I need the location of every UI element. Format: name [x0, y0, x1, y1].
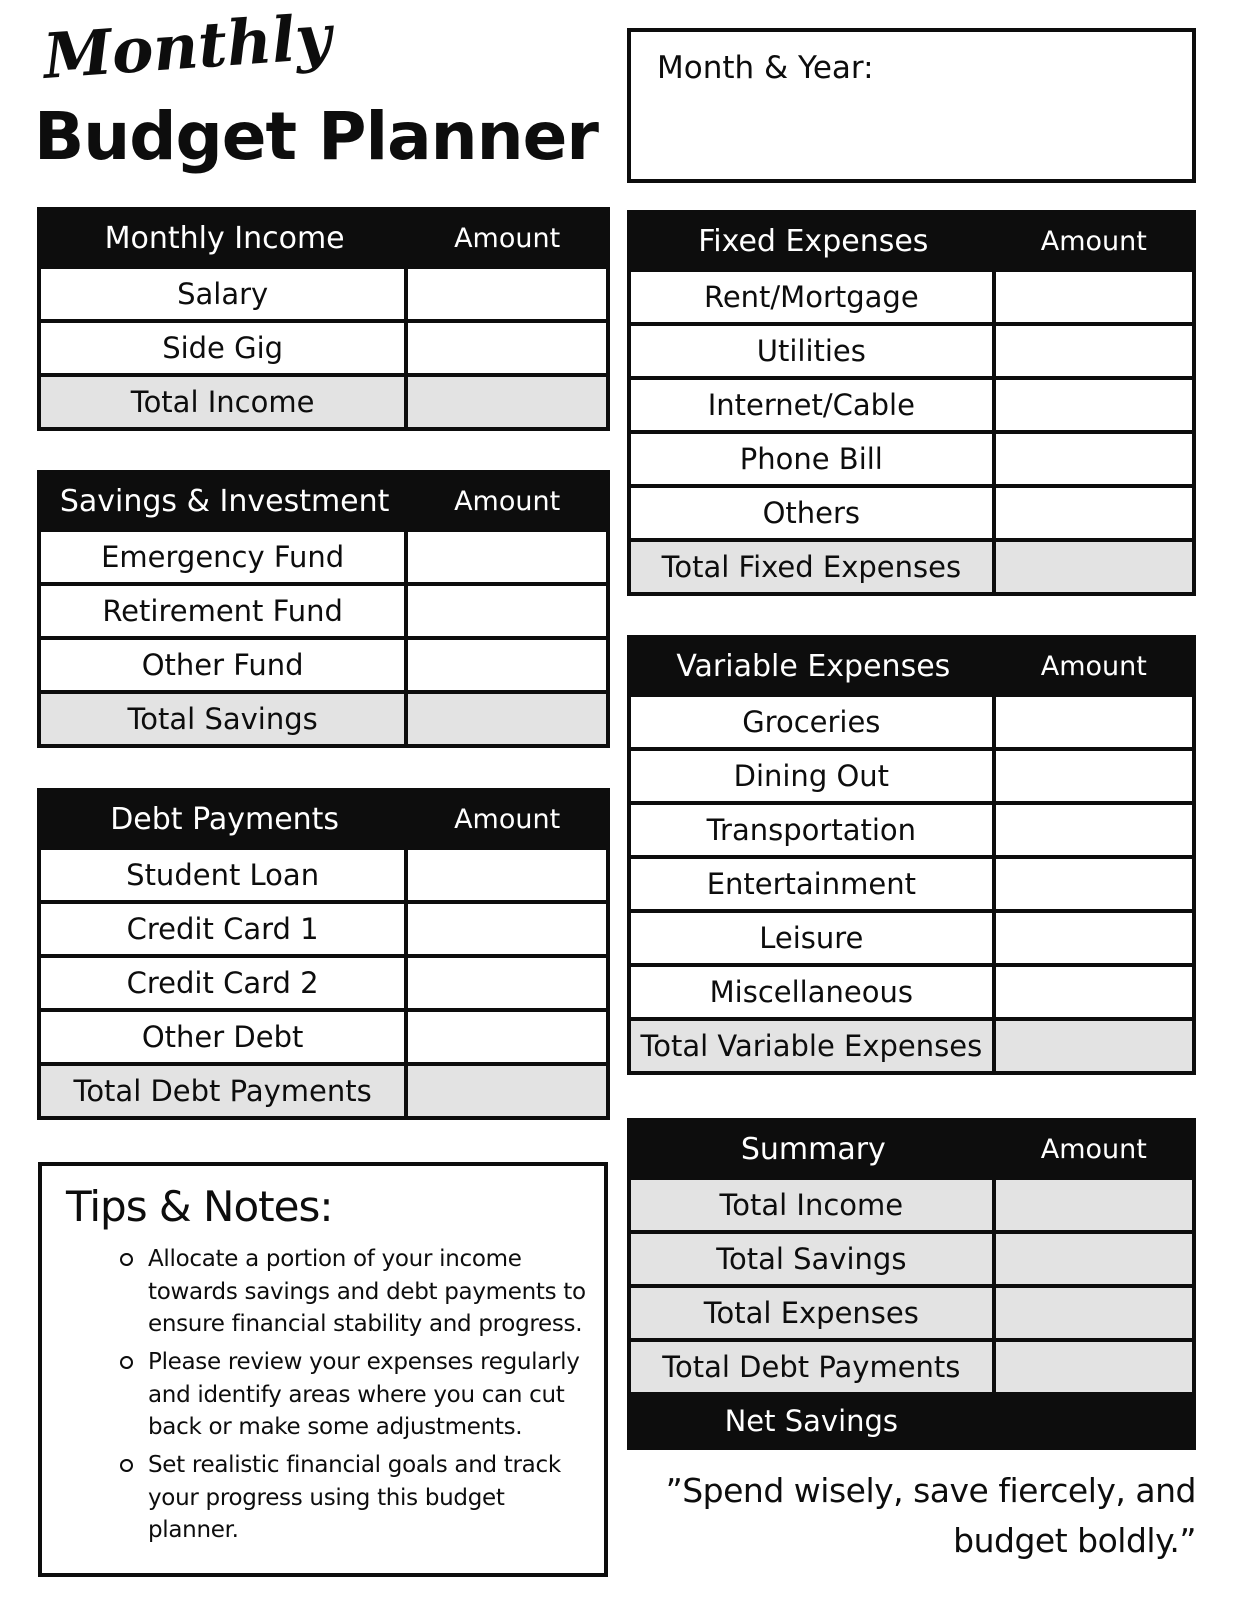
table-row [631, 430, 1192, 484]
row-label: Internet/Cable [631, 380, 996, 430]
table-row [631, 1284, 1192, 1338]
table-row [41, 900, 606, 954]
amount-cell[interactable] [996, 913, 1192, 963]
amount-cell[interactable] [408, 958, 606, 1008]
amount-cell[interactable] [408, 1066, 606, 1116]
amount-cell[interactable] [996, 751, 1192, 801]
table-row [631, 376, 1192, 430]
row-label: Total Savings [41, 694, 408, 744]
amount-cell[interactable] [996, 1180, 1192, 1230]
row-label: Transportation [631, 805, 996, 855]
amount-cell[interactable] [996, 272, 1192, 322]
summary-table [627, 1118, 1196, 1450]
row-label: Other Debt [41, 1012, 408, 1062]
row-label: Dining Out [631, 751, 996, 801]
row-label: Total Income [41, 377, 408, 427]
table-row [631, 1017, 1192, 1071]
amount-cell[interactable] [996, 697, 1192, 747]
row-label: Total Savings [631, 1234, 996, 1284]
table-header [631, 1122, 1192, 1176]
table-row [631, 268, 1192, 322]
amount-cell[interactable] [996, 805, 1192, 855]
amount-cell[interactable] [996, 434, 1192, 484]
fixed-expenses-table [627, 210, 1196, 596]
amount-cell [996, 1396, 1192, 1446]
amount-cell[interactable] [408, 640, 606, 690]
amount-column-header: Amount [1040, 1133, 1147, 1165]
amount-column-header: Amount [1040, 225, 1147, 257]
amount-cell[interactable] [996, 380, 1192, 430]
table-title: Fixed Expenses [698, 223, 929, 259]
month-year-box [627, 28, 1196, 183]
row-label: Entertainment [631, 859, 996, 909]
quote-line-1: ”Spend wisely, save fiercely, and [665, 1471, 1196, 1510]
row-label: Groceries [631, 697, 996, 747]
debt-payments-table [37, 788, 610, 1120]
row-label: Total Debt Payments [41, 1066, 408, 1116]
table-row [41, 636, 606, 690]
table-row [41, 373, 606, 427]
table-row [41, 582, 606, 636]
row-label: Total Fixed Expenses [631, 542, 996, 592]
row-label: Total Debt Payments [631, 1342, 996, 1392]
amount-column-header: Amount [454, 803, 561, 835]
table-row [631, 1392, 1192, 1446]
amount-cell[interactable] [408, 323, 606, 373]
row-label: Others [631, 488, 996, 538]
tip-bullet-item: Set realistic financial goals and track your progress using this budget planner. [148, 1449, 588, 1547]
table-row [631, 322, 1192, 376]
table-row [631, 1176, 1192, 1230]
row-label: Salary [41, 269, 408, 319]
amount-cell[interactable] [996, 542, 1192, 592]
amount-cell[interactable] [408, 904, 606, 954]
table-title: Variable Expenses [676, 648, 951, 684]
row-label: Rent/Mortgage [631, 272, 996, 322]
row-label: Side Gig [41, 323, 408, 373]
table-row [631, 1338, 1192, 1392]
row-label: Utilities [631, 326, 996, 376]
row-label: Total Variable Expenses [631, 1021, 996, 1071]
amount-cell[interactable] [996, 859, 1192, 909]
row-label: Phone Bill [631, 434, 996, 484]
table-header [631, 639, 1192, 693]
amount-cell[interactable] [996, 1021, 1192, 1071]
table-row [41, 1008, 606, 1062]
row-label: Credit Card 2 [41, 958, 408, 1008]
row-label: Miscellaneous [631, 967, 996, 1017]
row-label: Leisure [631, 913, 996, 963]
amount-cell[interactable] [996, 326, 1192, 376]
table-title: Monthly Income [104, 220, 345, 256]
table-header [41, 792, 606, 846]
amount-cell[interactable] [996, 488, 1192, 538]
month-year-input[interactable] [871, 50, 1182, 169]
table-row [631, 484, 1192, 538]
row-label: Net Savings [631, 1396, 996, 1446]
table-row [631, 909, 1192, 963]
amount-cell[interactable] [996, 1342, 1192, 1392]
table-header [631, 214, 1192, 268]
month-year-label: Month & Year: [657, 50, 874, 86]
quote [576, 1466, 1196, 1565]
table-row [41, 1062, 606, 1116]
quote-line-2: budget boldly.” [953, 1520, 1196, 1560]
amount-cell[interactable] [996, 1234, 1192, 1284]
table-row [631, 693, 1192, 747]
title-script: Monthly [40, 0, 334, 94]
amount-cell[interactable] [408, 532, 606, 582]
table-row [41, 265, 606, 319]
row-label: Other Fund [41, 640, 408, 690]
monthly-income-table [37, 207, 610, 431]
amount-cell[interactable] [408, 377, 606, 427]
amount-cell[interactable] [996, 1288, 1192, 1338]
table-row [41, 528, 606, 582]
row-label: Total Income [631, 1180, 996, 1230]
row-label: Student Loan [41, 850, 408, 900]
tips-heading: Tips & Notes: [66, 1182, 333, 1231]
table-header [41, 474, 606, 528]
tips-list [42, 1243, 604, 1547]
amount-cell[interactable] [408, 269, 606, 319]
table-title: Savings & Investment [59, 483, 390, 519]
table-row [631, 801, 1192, 855]
table-row [41, 319, 606, 373]
table-title: Summary [740, 1131, 886, 1167]
tip-bullet-item: Allocate a portion of your income towards savings and debt payments to ensure financial stability and progress. [148, 1243, 588, 1341]
amount-column-header: Amount [1040, 650, 1147, 682]
table-header [41, 211, 606, 265]
amount-cell[interactable] [408, 850, 606, 900]
variable-expenses-table [627, 635, 1196, 1075]
amount-cell[interactable] [408, 1012, 606, 1062]
amount-column-header: Amount [454, 485, 561, 517]
table-row [631, 1230, 1192, 1284]
amount-cell[interactable] [408, 694, 606, 744]
table-row [631, 538, 1192, 592]
table-row [631, 963, 1192, 1017]
table-row [631, 747, 1192, 801]
table-row [631, 855, 1192, 909]
row-label: Emergency Fund [41, 532, 408, 582]
row-label: Retirement Fund [41, 586, 408, 636]
amount-cell[interactable] [408, 586, 606, 636]
table-row [41, 690, 606, 744]
page-title: Budget Planner [34, 98, 598, 175]
tip-bullet-item: Please review your expenses regularly and identify areas where you can cut back or make some adjustments. [148, 1346, 588, 1444]
savings-investment-table [37, 470, 610, 748]
amount-cell[interactable] [996, 967, 1192, 1017]
table-row [41, 954, 606, 1008]
table-title: Debt Payments [110, 801, 340, 837]
amount-column-header: Amount [454, 222, 561, 254]
row-label: Credit Card 1 [41, 904, 408, 954]
tips-notes-box [38, 1162, 608, 1577]
row-label: Total Expenses [631, 1288, 996, 1338]
table-row [41, 846, 606, 900]
